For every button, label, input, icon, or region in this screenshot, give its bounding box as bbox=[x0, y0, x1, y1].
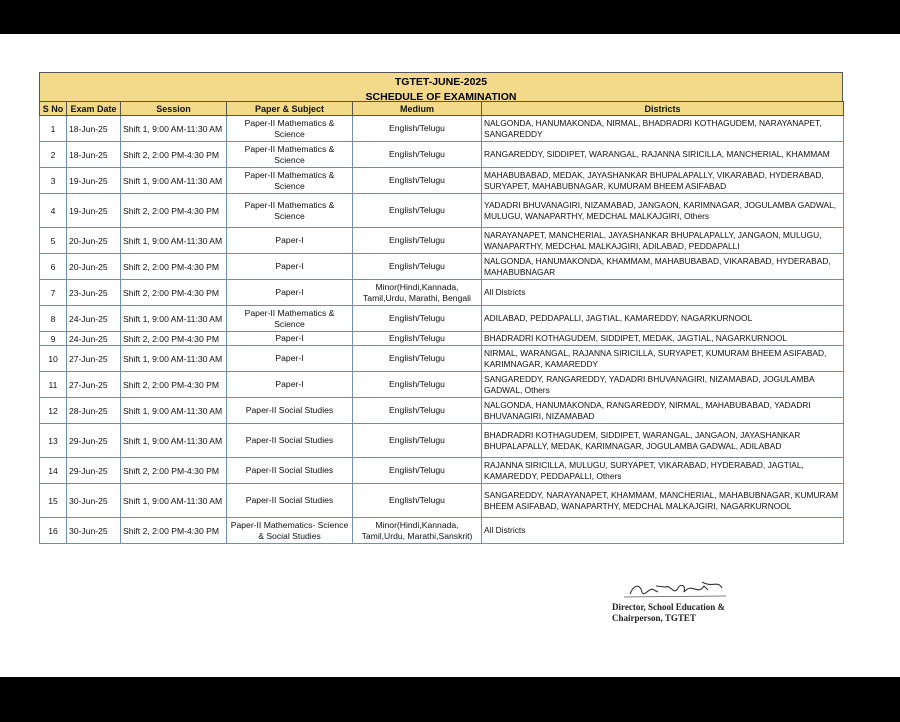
medium-cell: English/Telugu bbox=[353, 484, 482, 518]
top-black-bar bbox=[0, 0, 900, 34]
serial-number-cell: 15 bbox=[40, 484, 67, 518]
session-cell: Shift 2, 2:00 PM-4:30 PM bbox=[121, 372, 227, 398]
exam-date-cell: 24-Jun-25 bbox=[67, 332, 121, 346]
exam-date-cell: 27-Jun-25 bbox=[67, 372, 121, 398]
districts-cell: RAJANNA SIRICILLA, MULUGU, SURYAPET, VIKARABAD, HYDERABAD, JAGTIAL, KAMAREDDY, PEDDAPALLI, Others bbox=[482, 458, 844, 484]
bottom-black-bar bbox=[0, 677, 900, 722]
session-cell: Shift 1, 9:00 AM-11:30 AM bbox=[121, 228, 227, 254]
exam-date-cell: 27-Jun-25 bbox=[67, 346, 121, 372]
table-row bbox=[40, 280, 844, 306]
medium-cell: English/Telugu bbox=[353, 306, 482, 332]
medium-cell: English/Telugu bbox=[353, 142, 482, 168]
exam-date-cell: 20-Jun-25 bbox=[67, 254, 121, 280]
medium-cell: English/Telugu bbox=[353, 116, 482, 142]
districts-cell: BHADRADRI KOTHAGUDEM, SIDDIPET, WARANGAL, JANGAON, JAYASHANKAR BHUPALAPALLY, MEDAK, KARIMNAGAR, JOGULAMBA GADWAL, ADILABAD bbox=[482, 424, 844, 458]
paper-subject-cell: Paper-II Mathematics & Science bbox=[227, 306, 353, 332]
serial-number-cell: 14 bbox=[40, 458, 67, 484]
exam-date-cell: 18-Jun-25 bbox=[67, 116, 121, 142]
medium-cell: English/Telugu bbox=[353, 228, 482, 254]
paper-subject-cell: Paper-II Social Studies bbox=[227, 458, 353, 484]
paper-subject-cell: Paper-II Mathematics- Science & Social Studies bbox=[227, 518, 353, 544]
medium-cell: Minor(Hindi,Kannada, Tamil,Urdu, Marathi,Sanskrit) bbox=[353, 518, 482, 544]
districts-cell: NALGONDA, HANUMAKONDA, RANGAREDDY, NIRMAL, MAHABUBABAD, YADADRI BHUVANAGIRI, NIZAMABAD bbox=[482, 398, 844, 424]
session-cell: Shift 1, 9:00 AM-11:30 AM bbox=[121, 116, 227, 142]
districts-cell: ADILABAD, PEDDAPALLI, JAGTIAL, KAMAREDDY, NAGARKURNOOL bbox=[482, 306, 844, 332]
serial-number-cell: 4 bbox=[40, 194, 67, 228]
session-cell: Shift 2, 2:00 PM-4:30 PM bbox=[121, 280, 227, 306]
paper-subject-cell: Paper-II Mathematics & Science bbox=[227, 142, 353, 168]
serial-number-cell: 11 bbox=[40, 372, 67, 398]
session-cell: Shift 2, 2:00 PM-4:30 PM bbox=[121, 194, 227, 228]
districts-cell: SANGAREDDY, RANGAREDDY, YADADRI BHUVANAGIRI, NIZAMABAD, JOGULAMBA GADWAL, Others bbox=[482, 372, 844, 398]
districts-cell: MAHABUBABAD, MEDAK, JAYASHANKAR BHUPALAPALLY, VIKARABAD, HYDERABAD, SURYAPET, MAHABUBNAGAR, KUMURAM BHEEM ASIFABAD bbox=[482, 168, 844, 194]
schedule-sheet bbox=[39, 72, 843, 544]
districts-cell: NIRMAL, WARANGAL, RAJANNA SIRICILLA, SURYAPET, KUMURAM BHEEM ASIFABAD, KARIMNAGAR, KAMAREDDY bbox=[482, 346, 844, 372]
session-cell: Shift 1, 9:00 AM-11:30 AM bbox=[121, 346, 227, 372]
signature-block bbox=[612, 578, 762, 624]
table-row bbox=[40, 424, 844, 458]
exam-date-cell: 28-Jun-25 bbox=[67, 398, 121, 424]
exam-date-cell: 20-Jun-25 bbox=[67, 228, 121, 254]
column-header: Paper & Subject bbox=[227, 102, 353, 116]
session-cell: Shift 1, 9:00 AM-11:30 AM bbox=[121, 398, 227, 424]
column-header: Medium bbox=[353, 102, 482, 116]
paper-subject-cell: Paper-I bbox=[227, 228, 353, 254]
table-row bbox=[40, 194, 844, 228]
session-cell: Shift 2, 2:00 PM-4:30 PM bbox=[121, 254, 227, 280]
exam-date-cell: 30-Jun-25 bbox=[67, 518, 121, 544]
table-row bbox=[40, 372, 844, 398]
table-body bbox=[40, 116, 844, 544]
document-subtitle: SCHEDULE OF EXAMINATION bbox=[365, 91, 517, 103]
column-header: S No bbox=[40, 102, 67, 116]
column-header: Session bbox=[121, 102, 227, 116]
districts-cell: BHADRADRI KOTHAGUDEM, SIDDIPET, MEDAK, JAGTIAL, NAGARKURNOOL bbox=[482, 332, 844, 346]
medium-cell: English/Telugu bbox=[353, 332, 482, 346]
paper-subject-cell: Paper-I bbox=[227, 254, 353, 280]
serial-number-cell: 10 bbox=[40, 346, 67, 372]
medium-cell: Minor(Hindi,Kannada, Tamil,Urdu, Marathi, Bengali bbox=[353, 280, 482, 306]
paper-subject-cell: Paper-I bbox=[227, 346, 353, 372]
exam-date-cell: 29-Jun-25 bbox=[67, 424, 121, 458]
serial-number-cell: 13 bbox=[40, 424, 67, 458]
serial-number-cell: 2 bbox=[40, 142, 67, 168]
paper-subject-cell: Paper-II Social Studies bbox=[227, 424, 353, 458]
paper-subject-cell: Paper-II Mathematics & Science bbox=[227, 116, 353, 142]
table-row bbox=[40, 306, 844, 332]
session-cell: Shift 2, 2:00 PM-4:30 PM bbox=[121, 142, 227, 168]
session-cell: Shift 1, 9:00 AM-11:30 AM bbox=[121, 424, 227, 458]
session-cell: Shift 1, 9:00 AM-11:30 AM bbox=[121, 484, 227, 518]
table-row bbox=[40, 332, 844, 346]
paper-subject-cell: Paper-I bbox=[227, 280, 353, 306]
serial-number-cell: 7 bbox=[40, 280, 67, 306]
districts-cell: YADADRI BHUVANAGIRI, NIZAMABAD, JANGAON, KARIMNAGAR, JOGULAMBA GADWAL, MULUGU, WANAPARTHY, MEDCHAL MALKAJGIRI, Others bbox=[482, 194, 844, 228]
districts-cell: All Districts bbox=[482, 280, 844, 306]
paper-subject-cell: Paper-II Mathematics & Science bbox=[227, 168, 353, 194]
medium-cell: English/Telugu bbox=[353, 168, 482, 194]
table-row bbox=[40, 458, 844, 484]
column-header: Exam Date bbox=[67, 102, 121, 116]
serial-number-cell: 12 bbox=[40, 398, 67, 424]
serial-number-cell: 3 bbox=[40, 168, 67, 194]
exam-date-cell: 24-Jun-25 bbox=[67, 306, 121, 332]
paper-subject-cell: Paper-II Mathematics & Science bbox=[227, 194, 353, 228]
districts-cell: NALGONDA, HANUMAKONDA, KHAMMAM, MAHABUBABAD, VIKARABAD, HYDERABAD, MAHABUBNAGAR bbox=[482, 254, 844, 280]
medium-cell: English/Telugu bbox=[353, 458, 482, 484]
serial-number-cell: 5 bbox=[40, 228, 67, 254]
session-cell: Shift 2, 2:00 PM-4:30 PM bbox=[121, 332, 227, 346]
session-cell: Shift 1, 9:00 AM-11:30 AM bbox=[121, 306, 227, 332]
table-row bbox=[40, 518, 844, 544]
medium-cell: English/Telugu bbox=[353, 254, 482, 280]
table-row bbox=[40, 346, 844, 372]
title-band bbox=[39, 72, 843, 101]
exam-date-cell: 19-Jun-25 bbox=[67, 194, 121, 228]
medium-cell: English/Telugu bbox=[353, 346, 482, 372]
medium-cell: English/Telugu bbox=[353, 424, 482, 458]
serial-number-cell: 6 bbox=[40, 254, 67, 280]
column-header: Districts bbox=[482, 102, 844, 116]
districts-cell: NALGONDA, HANUMAKONDA, NIRMAL, BHADRADRI KOTHAGUDEM, NARAYANAPET, SANGAREDDY bbox=[482, 116, 844, 142]
schedule-table bbox=[39, 101, 844, 544]
signature-mark bbox=[622, 578, 732, 602]
signature-line-2: Chairperson, TGTET bbox=[612, 613, 696, 623]
exam-date-cell: 30-Jun-25 bbox=[67, 484, 121, 518]
districts-cell: All Districts bbox=[482, 518, 844, 544]
table-row bbox=[40, 142, 844, 168]
districts-cell: SANGAREDDY, NARAYANAPET, KHAMMAM, MANCHERIAL, MAHABUBNAGAR, KUMURAM BHEEM ASIFABAD, WANAPARTHY, MEDCHAL MALKAJGIRI, NAGARKURNOOL bbox=[482, 484, 844, 518]
session-cell: Shift 2, 2:00 PM-4:30 PM bbox=[121, 518, 227, 544]
districts-cell: RANGAREDDY, SIDDIPET, WARANGAL, RAJANNA SIRICILLA, MANCHERIAL, KHAMMAM bbox=[482, 142, 844, 168]
exam-date-cell: 23-Jun-25 bbox=[67, 280, 121, 306]
session-cell: Shift 2, 2:00 PM-4:30 PM bbox=[121, 458, 227, 484]
exam-date-cell: 18-Jun-25 bbox=[67, 142, 121, 168]
medium-cell: English/Telugu bbox=[353, 398, 482, 424]
paper-subject-cell: Paper-I bbox=[227, 372, 353, 398]
exam-date-cell: 19-Jun-25 bbox=[67, 168, 121, 194]
session-cell: Shift 1, 9:00 AM-11:30 AM bbox=[121, 168, 227, 194]
paper-subject-cell: Paper-II Social Studies bbox=[227, 484, 353, 518]
table-row bbox=[40, 168, 844, 194]
table-row bbox=[40, 484, 844, 518]
districts-cell: NARAYANAPET, MANCHERIAL, JAYASHANKAR BHUPALAPALLY, JANGAON, MULUGU, WANAPARTHY, MEDCHAL MALKAJGIRI, ADILABAD, PEDDAPALLI bbox=[482, 228, 844, 254]
serial-number-cell: 1 bbox=[40, 116, 67, 142]
serial-number-cell: 8 bbox=[40, 306, 67, 332]
table-row bbox=[40, 116, 844, 142]
serial-number-cell: 16 bbox=[40, 518, 67, 544]
table-row bbox=[40, 254, 844, 280]
medium-cell: English/Telugu bbox=[353, 194, 482, 228]
exam-date-cell: 29-Jun-25 bbox=[67, 458, 121, 484]
paper-subject-cell: Paper-I bbox=[227, 332, 353, 346]
table-row bbox=[40, 228, 844, 254]
serial-number-cell: 9 bbox=[40, 332, 67, 346]
document-title: TGTET-JUNE-2025 bbox=[394, 76, 488, 88]
paper-subject-cell: Paper-II Social Studies bbox=[227, 398, 353, 424]
table-row bbox=[40, 398, 844, 424]
signature-line-1: Director, School Education & bbox=[612, 602, 726, 612]
medium-cell: English/Telugu bbox=[353, 372, 482, 398]
